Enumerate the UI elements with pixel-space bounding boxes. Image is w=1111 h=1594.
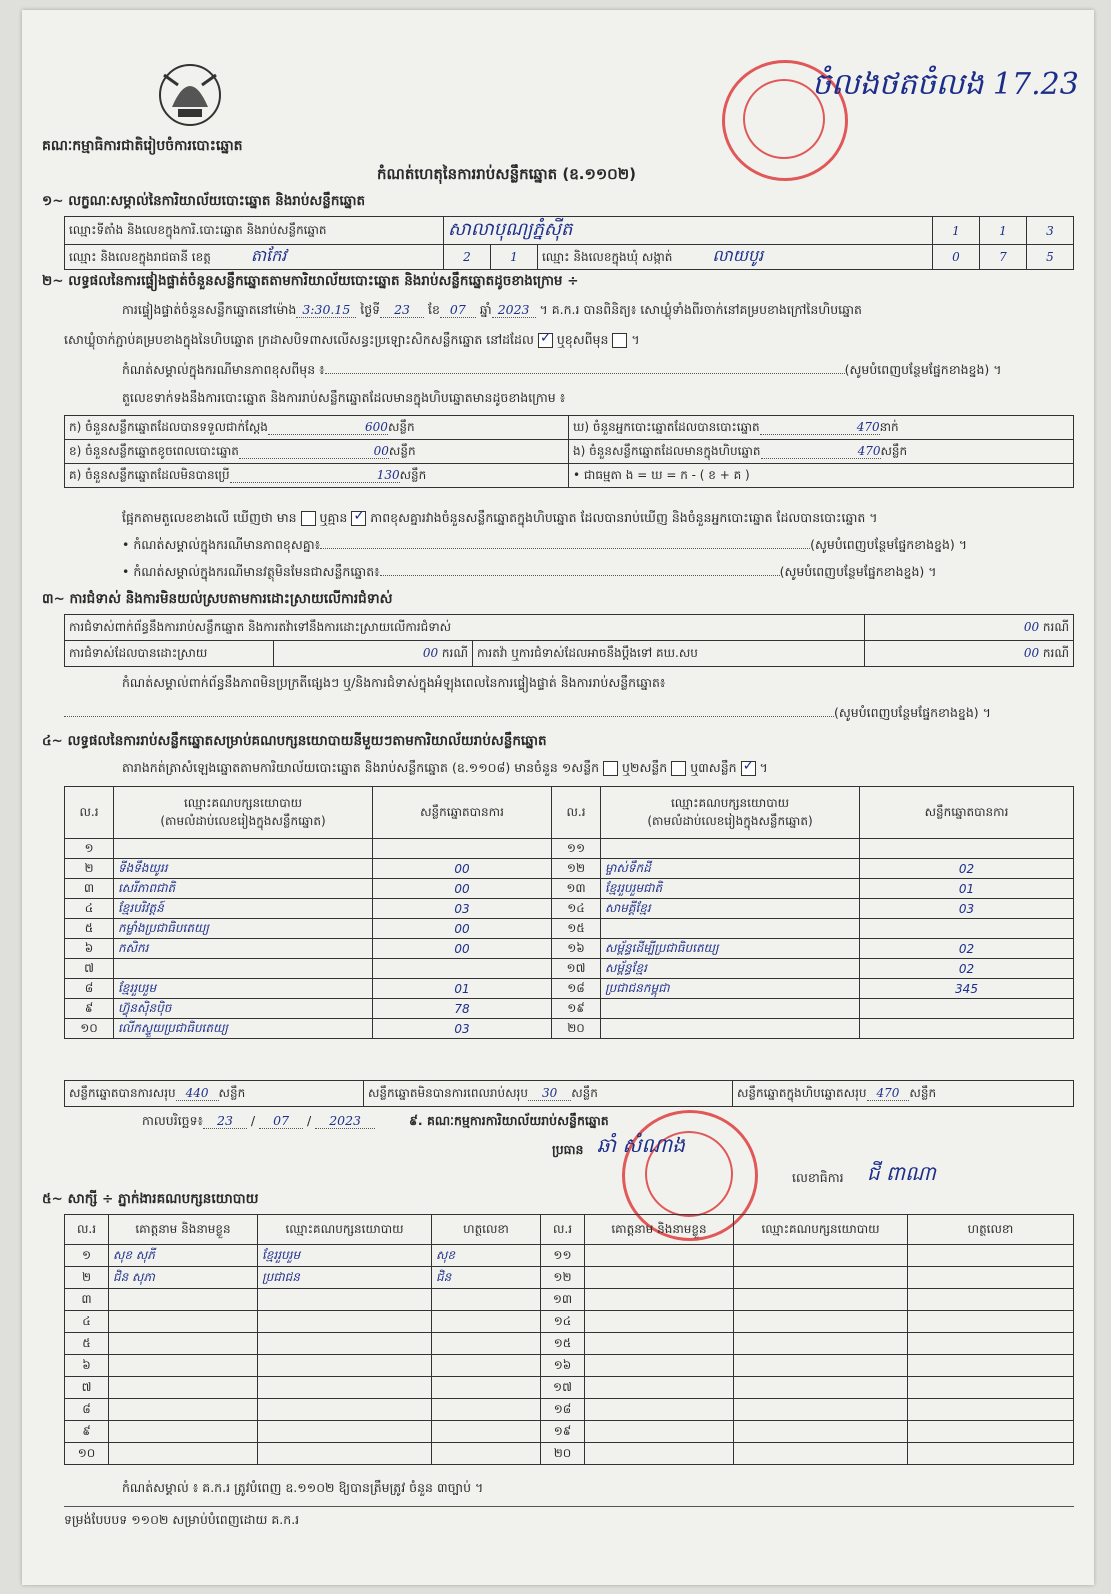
results-row (65, 999, 1074, 1019)
witness-name (585, 1245, 734, 1267)
figures-intro: តួលេខទាក់ទងនឹងការបោះឆ្នោត និងការរាប់សន្លឹកឆ្នោតដែលមានក្នុងហិបឆ្នោតមានដូចខាងក្រោម ៖ (122, 390, 566, 405)
witness-name (109, 1355, 258, 1377)
witness-party (258, 1311, 432, 1333)
commune-label: ឈ្មោះ និងលេខក្នុងឃុំ សង្កាត់ លាយបូរ (538, 245, 933, 270)
party-number: ១៨ (552, 979, 601, 999)
results-row (65, 959, 1074, 979)
difference-line: ផ្អែកតាមតួលេខខាងលើ ឃើញថា មាន ឬគ្មាន ✓ ភាពខុសគ្នារវាងចំនួនសន្លឹកឆ្នោតក្នុងហិបឆ្នោត ដែលបានរាប់ឃើញ និងចំនួនអ្នកបោះឆ្នោត ដែលបានបោះឆ្នោត ។ (122, 510, 878, 529)
party-number: ៣ (65, 879, 114, 899)
party-name: សាមគ្គីខ្មែរ (601, 899, 860, 919)
figure-formula: • ជាធម្មតា ង = ឃ = ក - ( ខ + គ ) (569, 464, 1074, 488)
witness-number: ៩ (65, 1421, 109, 1443)
witness-name (109, 1421, 258, 1443)
witness-signature (432, 1421, 541, 1443)
witness-signature (432, 1311, 541, 1333)
province-label: ឈ្មោះ និងលេខក្នុងរាជធានី ខេត្ត តាកែវ (65, 245, 444, 270)
witness-party (258, 1333, 432, 1355)
header-no: ល.រ (552, 787, 601, 839)
location-value: សាលាបុណ្យភ្នំស៊ីត (444, 217, 933, 245)
form-footer: ទម្រង់បែបបទ ១១០២ សម្រាប់បំពេញដោយ គ.ក.រ (64, 1512, 300, 1527)
party-votes: 03 (860, 899, 1074, 919)
witness-signature (908, 1289, 1074, 1311)
witness-number: ៤ (65, 1311, 109, 1333)
section5-title: ៥~ សាក្សី ÷ ភ្នាក់ងារគណបក្សនយោបាយ (42, 1191, 259, 1207)
witness-name (585, 1333, 734, 1355)
witness-signature (908, 1311, 1074, 1333)
party-votes (373, 839, 552, 859)
witness-signature (432, 1355, 541, 1377)
witness-row (65, 1245, 1074, 1267)
witness-number: ៦ (65, 1355, 109, 1377)
location-table (64, 216, 1074, 270)
witness-signature (432, 1377, 541, 1399)
ballot-figures-table (64, 415, 1074, 488)
party-number: ១ (65, 839, 114, 859)
witness-signature (908, 1267, 1074, 1289)
invalid-total: សន្លឹកឆ្នោតមិនបានការពេលរាប់សរុប 30 សន្លឹក (364, 1081, 733, 1107)
party-name: ខ្មែរបរិវត្តន៍ (114, 899, 373, 919)
witness-party (734, 1289, 908, 1311)
party-name: សេរីភាពជាតិ (114, 879, 373, 899)
seal-check-line: សោឃ្លុំចាក់ភ្ជាប់គម្របខាងក្នុងនៃហិបឆ្នោត ក្រដាសបិទពាសលើសន្ធះប្រឡោះសិកសន្លឹកឆ្នោត នៅដដែល ✓ ឬខុសពីមុន ។ (64, 332, 640, 351)
witness-row (65, 1311, 1074, 1333)
party-number: ១៤ (552, 899, 601, 919)
witness-name (109, 1311, 258, 1333)
party-votes: 02 (860, 859, 1074, 879)
results-table (64, 786, 1074, 1039)
party-number: ៦ (65, 939, 114, 959)
party-number: ៥ (65, 919, 114, 939)
witness-party: ខ្មែររួបរួម (258, 1245, 432, 1267)
witness-party (734, 1355, 908, 1377)
witness-row (65, 1267, 1074, 1289)
section2-title: ២~ លទ្ធផលនៃការផ្ទៀងផ្ទាត់ចំនួនសន្លឹកឆ្នោតតាមការិយាល័យបោះឆ្នោត និងរាប់សន្លឹកឆ្នោតដូចខាងក្រោម ÷ (42, 273, 579, 289)
section4-title: ៤~ លទ្ធផលនៃការរាប់សន្លឹកឆ្នោតសម្រាប់គណបក្សនយោបាយនីមួយៗតាមការិយាល័យរាប់សន្លឹកឆ្នោត (42, 733, 547, 749)
objections-table (64, 614, 1074, 667)
witness-header-name: គោត្តនាម និងនាមខ្លួន (585, 1215, 734, 1245)
three-sheets-checkbox[interactable] (741, 761, 756, 776)
party-votes: 00 (373, 939, 552, 959)
results-row (65, 899, 1074, 919)
witness-signature (908, 1355, 1074, 1377)
two-sheets-checkbox[interactable] (671, 761, 686, 776)
province-code-2: 1 (491, 245, 538, 270)
chair-label: ប្រធាន (552, 1142, 584, 1157)
figure-a: ក) ចំនួនសន្លឹកឆ្នោតដែលបានទទួលជាក់ស្តែង 600សន្លឹក (65, 416, 569, 440)
party-name: សម្ព័ន្ធដើម្បីប្រជាធិបតេយ្យ (601, 939, 860, 959)
witness-party (734, 1267, 908, 1289)
party-name: លើកស្ទួយប្រជាធិបតេយ្យ (114, 1019, 373, 1039)
party-name: ម្ចាស់ទឹកដី (601, 859, 860, 879)
witness-party (258, 1421, 432, 1443)
witness-name (585, 1421, 734, 1443)
results-row (65, 1019, 1074, 1039)
witness-party (734, 1377, 908, 1399)
figure-b: ខ) ចំនួនសន្លឹកឆ្នោតខូចពេលបោះឆ្នោត 00សន្លឹក (65, 440, 569, 464)
irregularity-note-line: (សូមបំពេញបន្ថែមផ្នែកខាងខ្នង) ។ (64, 705, 991, 724)
party-name: ប្រជាជនកម្ពុជា (601, 979, 860, 999)
witness-party (734, 1421, 908, 1443)
party-name (601, 839, 860, 859)
witness-party (258, 1355, 432, 1377)
witness-name (585, 1355, 734, 1377)
party-name (601, 999, 860, 1019)
party-votes: 02 (860, 939, 1074, 959)
commune-code-1: 0 (933, 245, 980, 270)
party-votes (860, 999, 1074, 1019)
witness-party (258, 1443, 432, 1465)
witness-signature (908, 1333, 1074, 1355)
date-line: កាលបរិច្ឆេទ៖ 23 / 07 / 2023 ៩. គណៈកម្មការការិយាល័យរាប់សន្លឹកឆ្នោត (142, 1113, 609, 1128)
form-sheet (22, 10, 1094, 1585)
party-number: ៤ (65, 899, 114, 919)
witness-number: ១២ (541, 1267, 585, 1289)
witness-number: ១៥ (541, 1333, 585, 1355)
witness-name (585, 1399, 734, 1421)
party-votes (373, 959, 552, 979)
party-votes: 00 (373, 859, 552, 879)
section3-title: ៣~ ការជំទាស់ និងការមិនយល់ស្របតាមការដោះស្រាយលើការជំទាស់ (42, 591, 393, 607)
witness-number: ១៧ (541, 1377, 585, 1399)
witness-signature (432, 1399, 541, 1421)
witness-party (258, 1399, 432, 1421)
witness-header-party: ឈ្មោះគណបក្សនយោបាយ (734, 1215, 908, 1245)
province-code-1: 2 (444, 245, 491, 270)
party-name: ខ្មែររួបរួម (114, 979, 373, 999)
witness-signature (908, 1399, 1074, 1421)
witness-name (109, 1377, 258, 1399)
difference-yes-checkbox[interactable] (301, 511, 316, 526)
party-number: ៧ (65, 959, 114, 979)
figure-d: ឃ) ចំនួនអ្នកបោះឆ្នោតដែលបានបោះឆ្នោត 470នាក់ (569, 416, 1074, 440)
witness-name (585, 1377, 734, 1399)
results-row (65, 979, 1074, 999)
witness-name (109, 1333, 258, 1355)
witness-number: ១៨ (541, 1399, 585, 1421)
figure-c: គ) ចំនួនសន្លឹកឆ្នោតដែលមិនបានប្រើ 130សន្លឹក (65, 464, 569, 488)
party-votes: 03 (373, 899, 552, 919)
witness-signature (908, 1245, 1074, 1267)
header-votes: សន្លឹកឆ្នោតបានការ (373, 787, 552, 839)
party-name: កម្លាំងប្រជាធិបតេយ្យ (114, 919, 373, 939)
commune-code-3: 5 (1027, 245, 1074, 270)
witness-header-sign: ហត្ថលេខា (908, 1215, 1074, 1245)
witness-number: ៨ (65, 1399, 109, 1421)
results-row (65, 939, 1074, 959)
witness-party (734, 1333, 908, 1355)
party-name: ទីងទឹងយូររ (114, 859, 373, 879)
unchanged-checkbox[interactable] (538, 333, 553, 348)
party-number: ១៧ (552, 959, 601, 979)
witness-row (65, 1421, 1074, 1443)
party-number: ១៩ (552, 999, 601, 1019)
witness-table (64, 1214, 1074, 1465)
location-code-1: 1 (933, 217, 980, 245)
witness-number: ៧ (65, 1377, 109, 1399)
witness-number: ១ (65, 1245, 109, 1267)
party-votes (860, 1019, 1074, 1039)
totals-table (64, 1080, 1074, 1107)
witness-row (65, 1443, 1074, 1465)
party-number: ៩ (65, 999, 114, 1019)
valid-total: សន្លឹកឆ្នោតបានការសរុប 440 សន្លឹក (65, 1081, 364, 1107)
party-votes: 00 (373, 879, 552, 899)
party-number: ១១ (552, 839, 601, 859)
witness-number: ១៦ (541, 1355, 585, 1377)
national-emblem-icon (152, 55, 228, 131)
appeal-count: 00 ករណី (865, 641, 1074, 667)
header-party: ឈ្មោះគណបក្សនយោបាយ (តាមលំដាប់លេខរៀងក្នុងសន្លឹកឆ្នោត) (601, 787, 860, 839)
witness-number: ២ (65, 1267, 109, 1289)
resolved-count: 00 ករណី (274, 641, 473, 667)
party-votes: 345 (860, 979, 1074, 999)
witness-number: ១៩ (541, 1421, 585, 1443)
witness-number: ៣ (65, 1289, 109, 1311)
figure-e: ង) ចំនួនសន្លឹកឆ្នោតដែលមានក្នុងហិបឆ្នោត 470សន្លឹក (569, 440, 1074, 464)
secretary-label: លេខាធិការ (792, 1170, 844, 1185)
party-votes (860, 839, 1074, 859)
witness-name (585, 1443, 734, 1465)
witness-name (109, 1289, 258, 1311)
party-name (601, 919, 860, 939)
witness-number: ១០ (65, 1443, 109, 1465)
party-name: ហ៊្វុនស៊ិនប៉ិច (114, 999, 373, 1019)
witness-party (258, 1289, 432, 1311)
org-name: គណៈកម្មាធិការជាតិរៀបចំការបោះឆ្នោត (42, 138, 243, 154)
party-number: ១០ (65, 1019, 114, 1039)
party-number: ១៥ (552, 919, 601, 939)
tally-sheet-count: តារាងកត់ត្រាសំឡេងឆ្នោតតាមការិយាល័យបោះឆ្នោត និងរាប់សន្លឹកឆ្នោត (ឧ.១១០៨) មានចំនួន ១សន្លឹក ឬ២សន្លឹក ឬ៣សន្លឹក ✓ ។ (122, 760, 768, 779)
party-number: ១៦ (552, 939, 601, 959)
witness-signature (908, 1421, 1074, 1443)
signature-note: ចំលងថតចំលង 17.23 (812, 67, 1079, 102)
results-row (65, 919, 1074, 939)
witness-number: ៥ (65, 1333, 109, 1355)
party-votes: 02 (860, 959, 1074, 979)
party-number: ២០ (552, 1019, 601, 1039)
witness-header-no: ល.រ (541, 1215, 585, 1245)
party-votes (860, 919, 1074, 939)
footer-divider (64, 1506, 1074, 1507)
witness-name (109, 1399, 258, 1421)
note1-line: កំណត់សម្គាល់ក្នុងករណីមានភាពខុសពីមុន ៖ (សូមបំពេញបន្ថែមផ្នែកខាងខ្នង) ។ (122, 362, 1002, 377)
witness-header-name: គោត្តនាម និងនាមខ្លួន (109, 1215, 258, 1245)
resolved-label: ការជំទាស់ដែលបានដោះស្រាយ (65, 641, 274, 667)
witness-name: សុខ សុភី (109, 1245, 258, 1267)
witness-signature (908, 1377, 1074, 1399)
commune-code-2: 7 (980, 245, 1027, 270)
verification-line: ការផ្ទៀងផ្ទាត់ចំនួនសន្លឹកឆ្នោតនៅម៉ោង 3:30.15 ថ្ងៃទី 23 ខែ 07 ឆ្នាំ 2023 ។ គ.ក.រ បានពិនិត្យ៖ សោឃ្លុំទាំងពីរចាក់នៅគម្របខាងក្រៅនៃហិបឆ្នោត (122, 302, 862, 317)
location-code-3: 3 (1027, 217, 1074, 245)
party-number: ៨ (65, 979, 114, 999)
witness-party (734, 1399, 908, 1421)
witness-header-no: ល.រ (65, 1215, 109, 1245)
secretary-signature: ជី ពាណា (867, 1161, 936, 1185)
party-number: ១៣ (552, 879, 601, 899)
witness-signature (432, 1443, 541, 1465)
party-votes: 01 (373, 979, 552, 999)
party-name (114, 839, 373, 859)
one-sheet-checkbox[interactable] (603, 761, 618, 776)
header-party: ឈ្មោះគណបក្សនយោបាយ (តាមលំដាប់លេខរៀងក្នុងសន្លឹកឆ្នោត) (114, 787, 373, 839)
witness-row (65, 1377, 1074, 1399)
document-title: កំណត់ហេតុនៃការរាប់សន្លឹកឆ្នោត (ឧ.១១០២) (377, 165, 637, 183)
footer-note: កំណត់សម្គាល់ ៖ គ.ក.រ ត្រូវបំពេញ ឧ.១១០២ ឱ្យបានត្រឹមត្រូវ ចំនួន ៣ច្បាប់ ។ (122, 1480, 484, 1495)
party-name: ខ្មែររួបរួមជាតិ (601, 879, 860, 899)
witness-row (65, 1355, 1074, 1377)
witness-party (258, 1377, 432, 1399)
witness-signature (432, 1289, 541, 1311)
witness-row (65, 1399, 1074, 1421)
party-name (114, 959, 373, 979)
witness-header-sign: ហត្ថលេខា (432, 1215, 541, 1245)
witness-party (734, 1245, 908, 1267)
difference-note: • កំណត់សម្គាល់ក្នុងករណីមានភាពខុសគ្នា៖ (សូមបំពេញបន្ថែមផ្នែកខាងខ្នង) ។ (122, 537, 967, 552)
witness-row (65, 1333, 1074, 1355)
results-row (65, 879, 1074, 899)
party-name (601, 1019, 860, 1039)
party-votes: 01 (860, 879, 1074, 899)
objection-total-label: ការជំទាស់ពាក់ព័ន្ធនឹងការរាប់សន្លឹកឆ្នោត និងការតវ៉ាទៅនឹងការដោះស្រាយលើការជំទាស់ (65, 615, 865, 641)
results-row (65, 859, 1074, 879)
header-no: ល.រ (65, 787, 114, 839)
witness-row (65, 1289, 1074, 1311)
box-total: សន្លឹកឆ្នោតក្នុងហិបឆ្នោតសរុប 470 សន្លឹក (733, 1081, 1074, 1107)
witness-number: ២០ (541, 1443, 585, 1465)
party-number: ១២ (552, 859, 601, 879)
changed-checkbox[interactable] (612, 333, 627, 348)
witness-name (109, 1443, 258, 1465)
header-votes: សន្លឹកឆ្នោតបានការ (860, 787, 1074, 839)
results-row (65, 839, 1074, 859)
witness-signature: ជិន (432, 1267, 541, 1289)
location-label: ឈ្មោះទីតាំង និងលេខក្នុងការិ.បោះឆ្នោត និងរាប់សន្លឹកឆ្នោត (65, 217, 444, 245)
chair-signature: ឆាំ សំណាង (597, 1133, 685, 1157)
witness-number: ១១ (541, 1245, 585, 1267)
party-votes: 78 (373, 999, 552, 1019)
witness-signature: សុខ (432, 1245, 541, 1267)
witness-party (734, 1443, 908, 1465)
witness-header-party: ឈ្មោះគណបក្សនយោបាយ (258, 1215, 432, 1245)
witness-party: ប្រជាជន (258, 1267, 432, 1289)
appeal-label: ការតវ៉ា ឬការជំទាស់ដែលអាចនឹងប្តឹងទៅ គឃ.សប (473, 641, 865, 667)
witness-name (585, 1267, 734, 1289)
difference-no-checkbox[interactable] (351, 511, 366, 526)
witness-number: ១៤ (541, 1311, 585, 1333)
witness-party (734, 1311, 908, 1333)
section1-title: ១~ លក្ខណៈសម្គាល់នៃការិយាល័យបោះឆ្នោត និងរាប់សន្លឹកឆ្នោត (42, 193, 366, 209)
party-votes: 00 (373, 919, 552, 939)
location-code-2: 1 (980, 217, 1027, 245)
party-name: កសិករ (114, 939, 373, 959)
foreign-object-note: • កំណត់សម្គាល់ក្នុងករណីមានវត្ថុមិនមែនជាសន្លឹកឆ្នោត៖ (សូមបំពេញបន្ថែមផ្នែកខាងខ្នង) ។ (122, 564, 937, 579)
witness-signature (432, 1333, 541, 1355)
party-votes: 03 (373, 1019, 552, 1039)
irregularity-note: កំណត់សម្គាល់ពាក់ព័ន្ធនឹងភាពមិនប្រក្រតីផ្សេងៗ ឬ/និងការជំទាស់ក្នុងអំឡុងពេលនៃការផ្ទៀងផ្ទាត់ និងការរាប់សន្លឹកឆ្នោត៖ (122, 675, 666, 690)
witness-number: ១៣ (541, 1289, 585, 1311)
witness-signature (908, 1443, 1074, 1465)
party-name: សម្ព័ន្ធខ្មែរ (601, 959, 860, 979)
party-number: ២ (65, 859, 114, 879)
witness-name (585, 1311, 734, 1333)
objection-total: 00 ករណី (865, 615, 1074, 641)
witness-name (585, 1289, 734, 1311)
witness-name: ជិន សុភា (109, 1267, 258, 1289)
